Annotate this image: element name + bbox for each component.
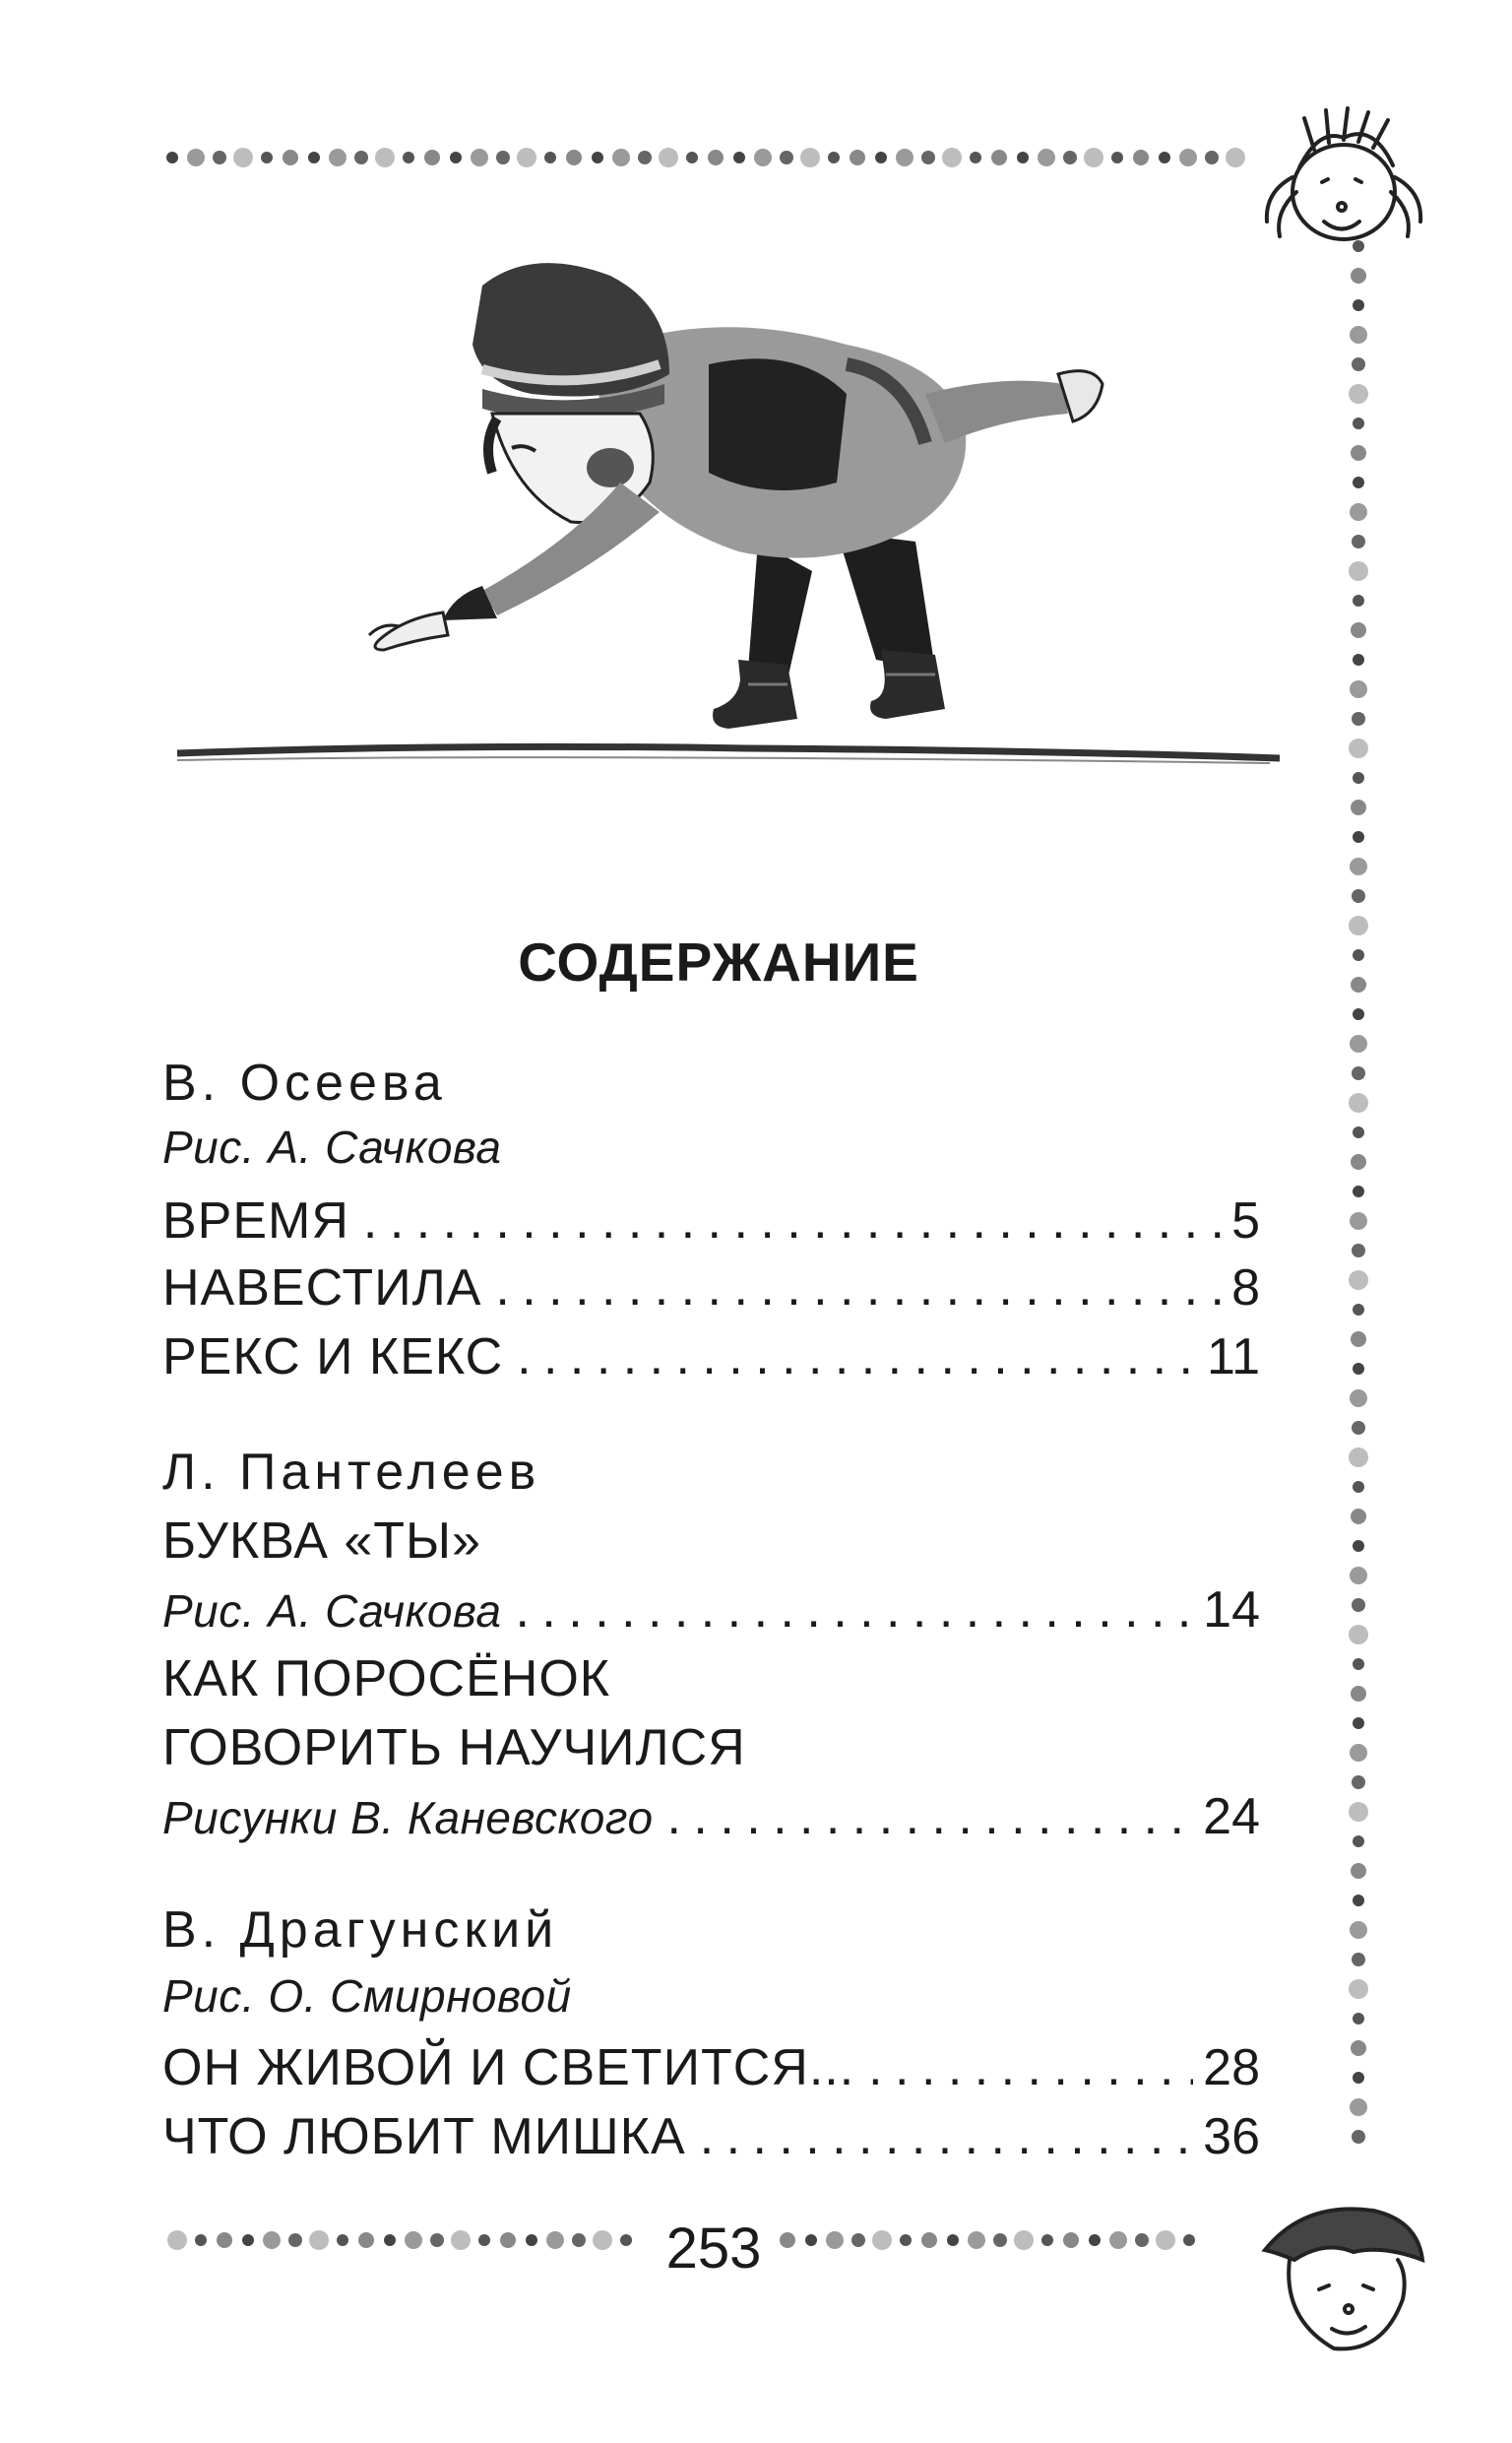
toc-entry-story bbox=[162, 1511, 1260, 1580]
toc-entry-text: Рис. А. Сачкова bbox=[162, 1122, 502, 1173]
border-dot bbox=[1017, 152, 1029, 163]
border-dot bbox=[1353, 1186, 1364, 1197]
border-dot bbox=[800, 148, 820, 167]
boy-bending-over-illustration bbox=[158, 246, 1280, 798]
toc-entry-text: Рис. А. Сачкова bbox=[162, 1585, 502, 1637]
border-dot bbox=[1041, 2234, 1053, 2246]
border-dot bbox=[1352, 1953, 1365, 1966]
border-dot bbox=[1089, 2234, 1101, 2246]
border-dot bbox=[1133, 150, 1149, 165]
toc-entry-story bbox=[162, 2107, 1260, 2176]
border-dot bbox=[358, 2232, 374, 2248]
border-dot bbox=[451, 2230, 471, 2250]
border-dot bbox=[1353, 1717, 1364, 1729]
border-dot bbox=[1349, 1447, 1368, 1467]
border-dot bbox=[1353, 1126, 1364, 1138]
dot-leader bbox=[686, 2107, 1193, 2166]
border-dot bbox=[991, 150, 1007, 165]
toc-entry-illustrator bbox=[162, 1580, 1260, 1649]
border-dot bbox=[1352, 1598, 1365, 1612]
border-dot bbox=[496, 151, 510, 164]
toc-entry-text: В. Осеева bbox=[162, 1055, 447, 1112]
border-dot bbox=[1352, 1244, 1365, 1257]
border-dot bbox=[1352, 2130, 1365, 2144]
border-dot bbox=[1350, 1567, 1367, 1584]
toc-entry-text: ГОВОРИТЬ НАУЧИЛСЯ bbox=[162, 1719, 746, 1776]
toc-entry-text: ВРЕМЯ bbox=[162, 1192, 349, 1250]
border-dot bbox=[1349, 561, 1368, 581]
dot-leader bbox=[349, 1191, 1222, 1251]
border-dot bbox=[1156, 2230, 1175, 2250]
table-of-contents bbox=[162, 1054, 1260, 2176]
border-dot bbox=[805, 2234, 817, 2246]
border-dot bbox=[566, 150, 582, 165]
toc-entry-story bbox=[162, 1258, 1260, 1327]
toc-entry-author bbox=[162, 1054, 1260, 1123]
border-dot bbox=[896, 149, 914, 166]
dot-leader bbox=[854, 2038, 1193, 2097]
toc-entry-text: Рисунки В. Каневского bbox=[162, 1792, 654, 1843]
border-dot bbox=[288, 2233, 302, 2247]
border-dot bbox=[242, 2234, 254, 2246]
border-dot bbox=[384, 2234, 396, 2246]
toc-entry-text: Л. Пантелеев bbox=[162, 1444, 541, 1501]
boy-face-doodle-icon bbox=[1235, 2191, 1442, 2378]
border-dot bbox=[1183, 2234, 1195, 2246]
border-dot bbox=[424, 150, 440, 165]
border-dot bbox=[780, 151, 793, 164]
toc-entry-illustrator bbox=[162, 1969, 1260, 2038]
border-dot bbox=[828, 152, 840, 163]
border-dot bbox=[471, 149, 488, 166]
border-dot bbox=[1159, 152, 1170, 163]
border-dot bbox=[167, 2230, 187, 2250]
border-dot bbox=[1353, 1895, 1364, 1906]
border-dot bbox=[337, 2234, 348, 2246]
border-dot bbox=[1353, 831, 1364, 843]
toc-entry-author bbox=[162, 1443, 1260, 1511]
border-dot bbox=[1350, 2098, 1367, 2116]
border-dot bbox=[1352, 1775, 1365, 1789]
girl-face-doodle-icon bbox=[1245, 98, 1442, 266]
border-dot bbox=[942, 148, 962, 167]
border-dot bbox=[1350, 1035, 1367, 1053]
border-dot bbox=[478, 2234, 490, 2246]
toc-page-number: 28 bbox=[1203, 2039, 1260, 2096]
border-dot bbox=[1135, 2233, 1149, 2247]
border-dot bbox=[850, 150, 865, 165]
border-dot bbox=[900, 2234, 912, 2246]
border-dot bbox=[1353, 2072, 1364, 2084]
border-dot bbox=[1353, 1481, 1364, 1493]
border-dot bbox=[405, 2231, 422, 2249]
border-dot bbox=[1351, 2040, 1366, 2056]
toc-entry-text: НАВЕСТИЛА bbox=[162, 1259, 482, 1317]
border-dot bbox=[450, 152, 462, 163]
border-dot bbox=[1111, 152, 1123, 163]
border-dot bbox=[217, 2232, 232, 2248]
border-dot bbox=[754, 149, 772, 166]
toc-page-number: 11 bbox=[1207, 1328, 1260, 1385]
border-dot bbox=[329, 149, 346, 166]
toc-entry-story bbox=[162, 1191, 1260, 1260]
border-dot bbox=[1179, 149, 1197, 166]
border-dot bbox=[308, 152, 320, 163]
border-dot bbox=[1350, 503, 1367, 521]
border-dot bbox=[592, 152, 603, 163]
border-dot bbox=[1109, 2231, 1127, 2249]
toc-entry-story bbox=[162, 2038, 1260, 2107]
border-dot bbox=[1353, 1540, 1364, 1552]
border-dot bbox=[500, 2232, 516, 2248]
border-dot bbox=[1351, 1509, 1366, 1524]
border-dot bbox=[993, 2233, 1007, 2247]
border-dot bbox=[309, 2230, 329, 2250]
border-dot bbox=[1349, 1625, 1368, 1644]
border-dot bbox=[1038, 149, 1055, 166]
border-dot bbox=[195, 2234, 207, 2246]
border-dot bbox=[968, 2231, 985, 2249]
toc-page-number: 8 bbox=[1231, 1259, 1260, 1317]
page-title: СОДЕРЖАНИЕ bbox=[518, 932, 919, 993]
border-dot bbox=[921, 2232, 937, 2248]
border-dot bbox=[1353, 595, 1364, 607]
border-dot bbox=[213, 151, 226, 164]
dot-leader bbox=[481, 1258, 1222, 1318]
border-dot bbox=[1353, 477, 1364, 488]
border-dot bbox=[970, 152, 981, 163]
border-dot bbox=[947, 2234, 959, 2246]
border-dot bbox=[1352, 357, 1365, 371]
border-dot bbox=[1349, 1270, 1368, 1290]
border-dot bbox=[546, 2231, 564, 2249]
border-dot bbox=[1353, 1658, 1364, 1670]
border-dot bbox=[1350, 1921, 1367, 1939]
dot-leader bbox=[654, 1787, 1194, 1846]
border-dot bbox=[1351, 1331, 1366, 1347]
border-dot bbox=[354, 151, 368, 164]
toc-entry-text: Рис. О. Смирновой bbox=[162, 1970, 572, 2022]
border-dot bbox=[921, 151, 935, 164]
border-dot bbox=[572, 2233, 586, 2247]
border-dot bbox=[1351, 268, 1366, 284]
toc-entry-author bbox=[162, 1900, 1260, 1969]
toc-entry-story bbox=[162, 1649, 1260, 1718]
border-dot bbox=[517, 148, 536, 167]
toc-entry-text: БУКВА «ТЫ» bbox=[162, 1512, 481, 1570]
border-dot bbox=[403, 152, 414, 163]
border-dot bbox=[612, 149, 630, 166]
border-dot bbox=[1352, 535, 1365, 548]
toc-entry-text: В. Драгунский bbox=[162, 1901, 559, 1959]
border-dot bbox=[659, 148, 678, 167]
border-dot bbox=[686, 152, 698, 163]
border-dot bbox=[1349, 384, 1368, 404]
border-dot bbox=[851, 2233, 865, 2247]
toc-entry-text: РЕКС И КЕКС bbox=[162, 1328, 504, 1385]
border-dot bbox=[1350, 1212, 1367, 1230]
border-dot bbox=[1352, 889, 1365, 903]
border-dot bbox=[1351, 800, 1366, 815]
border-dot bbox=[1353, 772, 1364, 784]
border-dot bbox=[1351, 1686, 1366, 1702]
toc-page-number: 14 bbox=[1203, 1581, 1260, 1639]
border-dot bbox=[1205, 151, 1219, 164]
border-dot bbox=[1226, 148, 1245, 167]
border-dot bbox=[593, 2230, 612, 2250]
border-dot bbox=[1352, 712, 1365, 726]
border-dot bbox=[620, 2234, 632, 2246]
border-dot bbox=[1350, 1744, 1367, 1762]
border-dot bbox=[1353, 654, 1364, 666]
page-number: 253 bbox=[665, 2217, 762, 2281]
border-dot bbox=[1351, 1154, 1366, 1170]
toc-entry-story bbox=[162, 1327, 1260, 1396]
border-dot bbox=[1063, 2232, 1079, 2248]
border-dot bbox=[1353, 418, 1364, 429]
border-dot bbox=[166, 152, 178, 163]
toc-page-number: 5 bbox=[1231, 1192, 1260, 1250]
border-dot bbox=[875, 152, 887, 163]
dot-leader bbox=[503, 1327, 1197, 1386]
border-dot bbox=[1063, 151, 1077, 164]
border-dot bbox=[708, 150, 724, 165]
border-dot bbox=[526, 2234, 537, 2246]
border-dot bbox=[1353, 1835, 1364, 1847]
toc-entry-text: КАК ПОРОСЁНОК bbox=[162, 1650, 611, 1707]
toc-entry-illustrator bbox=[162, 1787, 1260, 1856]
border-dot bbox=[1353, 1008, 1364, 1020]
border-dot bbox=[187, 149, 205, 166]
border-dot bbox=[1353, 299, 1364, 311]
toc-entry-text: ЧТО ЛЮБИТ МИШКА bbox=[162, 2108, 686, 2165]
toc-entry-text: ОН ЖИВОЙ И СВЕТИТСЯ... bbox=[162, 2039, 855, 2096]
border-dot bbox=[430, 2233, 444, 2247]
border-dot bbox=[1350, 680, 1367, 698]
border-dot bbox=[1014, 2230, 1034, 2250]
border-dot bbox=[1350, 858, 1367, 875]
border-dot bbox=[638, 151, 652, 164]
border-dot bbox=[872, 2230, 892, 2250]
toc-entry-illustrator bbox=[162, 1121, 1260, 1189]
border-dot bbox=[1349, 1093, 1368, 1113]
border-dot bbox=[1352, 1421, 1365, 1435]
border-dot bbox=[1351, 622, 1366, 638]
border-dot bbox=[375, 148, 395, 167]
border-dot bbox=[1351, 1863, 1366, 1879]
toc-page-number: 24 bbox=[1203, 1788, 1260, 1845]
border-dot bbox=[733, 152, 745, 163]
border-dot bbox=[261, 152, 273, 163]
border-dot bbox=[1350, 1389, 1367, 1407]
border-dot bbox=[1084, 148, 1103, 167]
border-dot bbox=[544, 152, 556, 163]
border-dot bbox=[283, 150, 298, 165]
border-dot bbox=[826, 2231, 844, 2249]
dot-leader bbox=[502, 1580, 1194, 1639]
border-dot bbox=[1352, 1066, 1365, 1080]
border-dot bbox=[233, 148, 253, 167]
border-dot bbox=[1353, 2013, 1364, 2025]
border-dot bbox=[1350, 326, 1367, 344]
border-dot bbox=[263, 2231, 281, 2249]
toc-entry-story bbox=[162, 1718, 1260, 1787]
border-dot bbox=[1353, 1304, 1364, 1316]
border-dot bbox=[1353, 1363, 1364, 1375]
border-dot bbox=[1349, 739, 1368, 758]
toc-page-number: 36 bbox=[1203, 2108, 1260, 2165]
border-dot bbox=[1351, 445, 1366, 461]
border-dot bbox=[1349, 1979, 1368, 1999]
border-dot bbox=[1349, 1802, 1368, 1822]
